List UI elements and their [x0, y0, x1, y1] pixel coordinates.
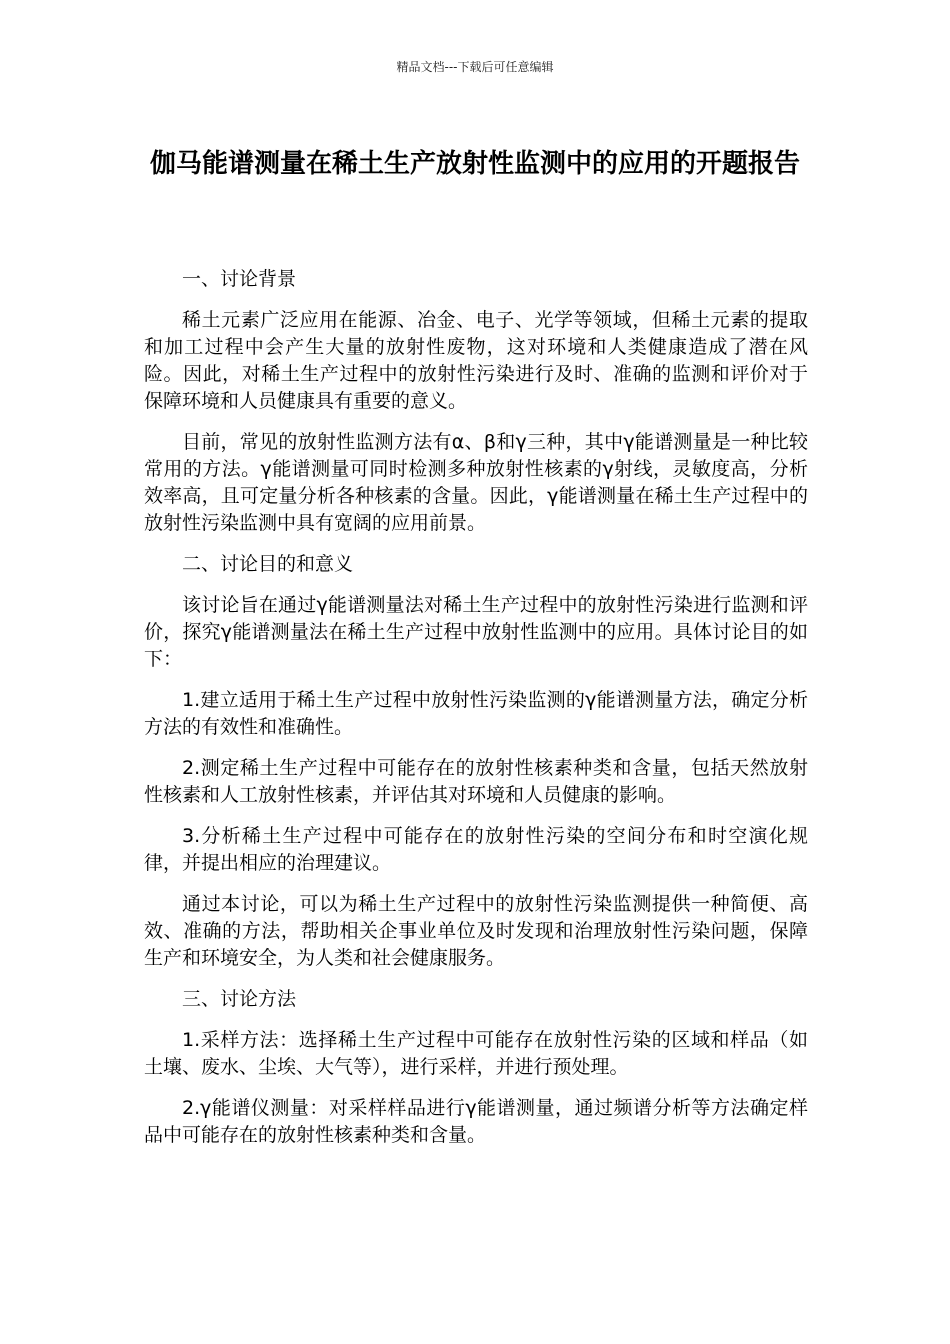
- paragraph: 稀土元素广泛应用在能源、冶金、电子、光学等领域，但稀土元素的提取和加工过程中会产生大量的放射性废物，这对环境和人类健康造成了潜在风险。因此，对稀土生产过程中的放射性污染进行及时、准确的监测和评价对于保障环境和人员健康具有重要的意义。: [144, 309, 808, 412]
- paragraph: 通过本讨论，可以为稀土生产过程中的放射性污染监测提供一种简便、高效、准确的方法，帮助相关企事业单位及时发现和治理放射性污染问题，保障生产和环境安全，为人类和社会健康服务。: [144, 893, 808, 969]
- document-body: [144, 266, 808, 1163]
- section-heading-purpose: 二、讨论目的和意义: [182, 553, 354, 575]
- section-heading-methods: 三、讨论方法: [182, 988, 297, 1010]
- list-item: 2.测定稀土生产过程中可能存在的放射性核素种类和含量，包括天然放射性核素和人工放射性核素，并评估其对环境和人员健康的影响。: [144, 757, 808, 806]
- list-item: 2.γ能谱仪测量：对采样样品进行γ能谱测量，通过频谱分析等方法确定样品中可能存在的放射性核素种类和含量。: [144, 1097, 808, 1146]
- section-heading-background: 一、讨论背景: [182, 268, 297, 290]
- paragraph: 目前，常见的放射性监测方法有α、β和γ三种，其中γ能谱测量是一种比较常用的方法。γ能谱测量可同时检测多种放射性核素的γ射线，灵敏度高，分析效率高，且可定量分析各种核素的含量。因此，γ能谱测量在稀土生产过程中的放射性污染监测中具有宽阔的应用前景。: [144, 431, 808, 534]
- list-item: 1.建立适用于稀土生产过程中放射性污染监测的γ能谱测量方法，确定分析方法的有效性和准确性。: [144, 689, 808, 738]
- header-note: 精品文档---下载后可任意编辑: [396, 60, 554, 74]
- document-title: 伽马能谱测量在稀土生产放射性监测中的应用的开题报告: [149, 149, 800, 179]
- paragraph: 该讨论旨在通过γ能谱测量法对稀土生产过程中的放射性污染进行监测和评价，探究γ能谱测量法在稀土生产过程中放射性监测中的应用。具体讨论目的如下：: [144, 594, 808, 670]
- list-item: 1.采样方法：选择稀土生产过程中可能存在放射性污染的区域和样品（如土壤、废水、尘埃、大气等），进行采样，并进行预处理。: [144, 1029, 808, 1078]
- list-item: 3.分析稀土生产过程中可能存在的放射性污染的空间分布和时空演化规律，并提出相应的治理建议。: [144, 825, 808, 874]
